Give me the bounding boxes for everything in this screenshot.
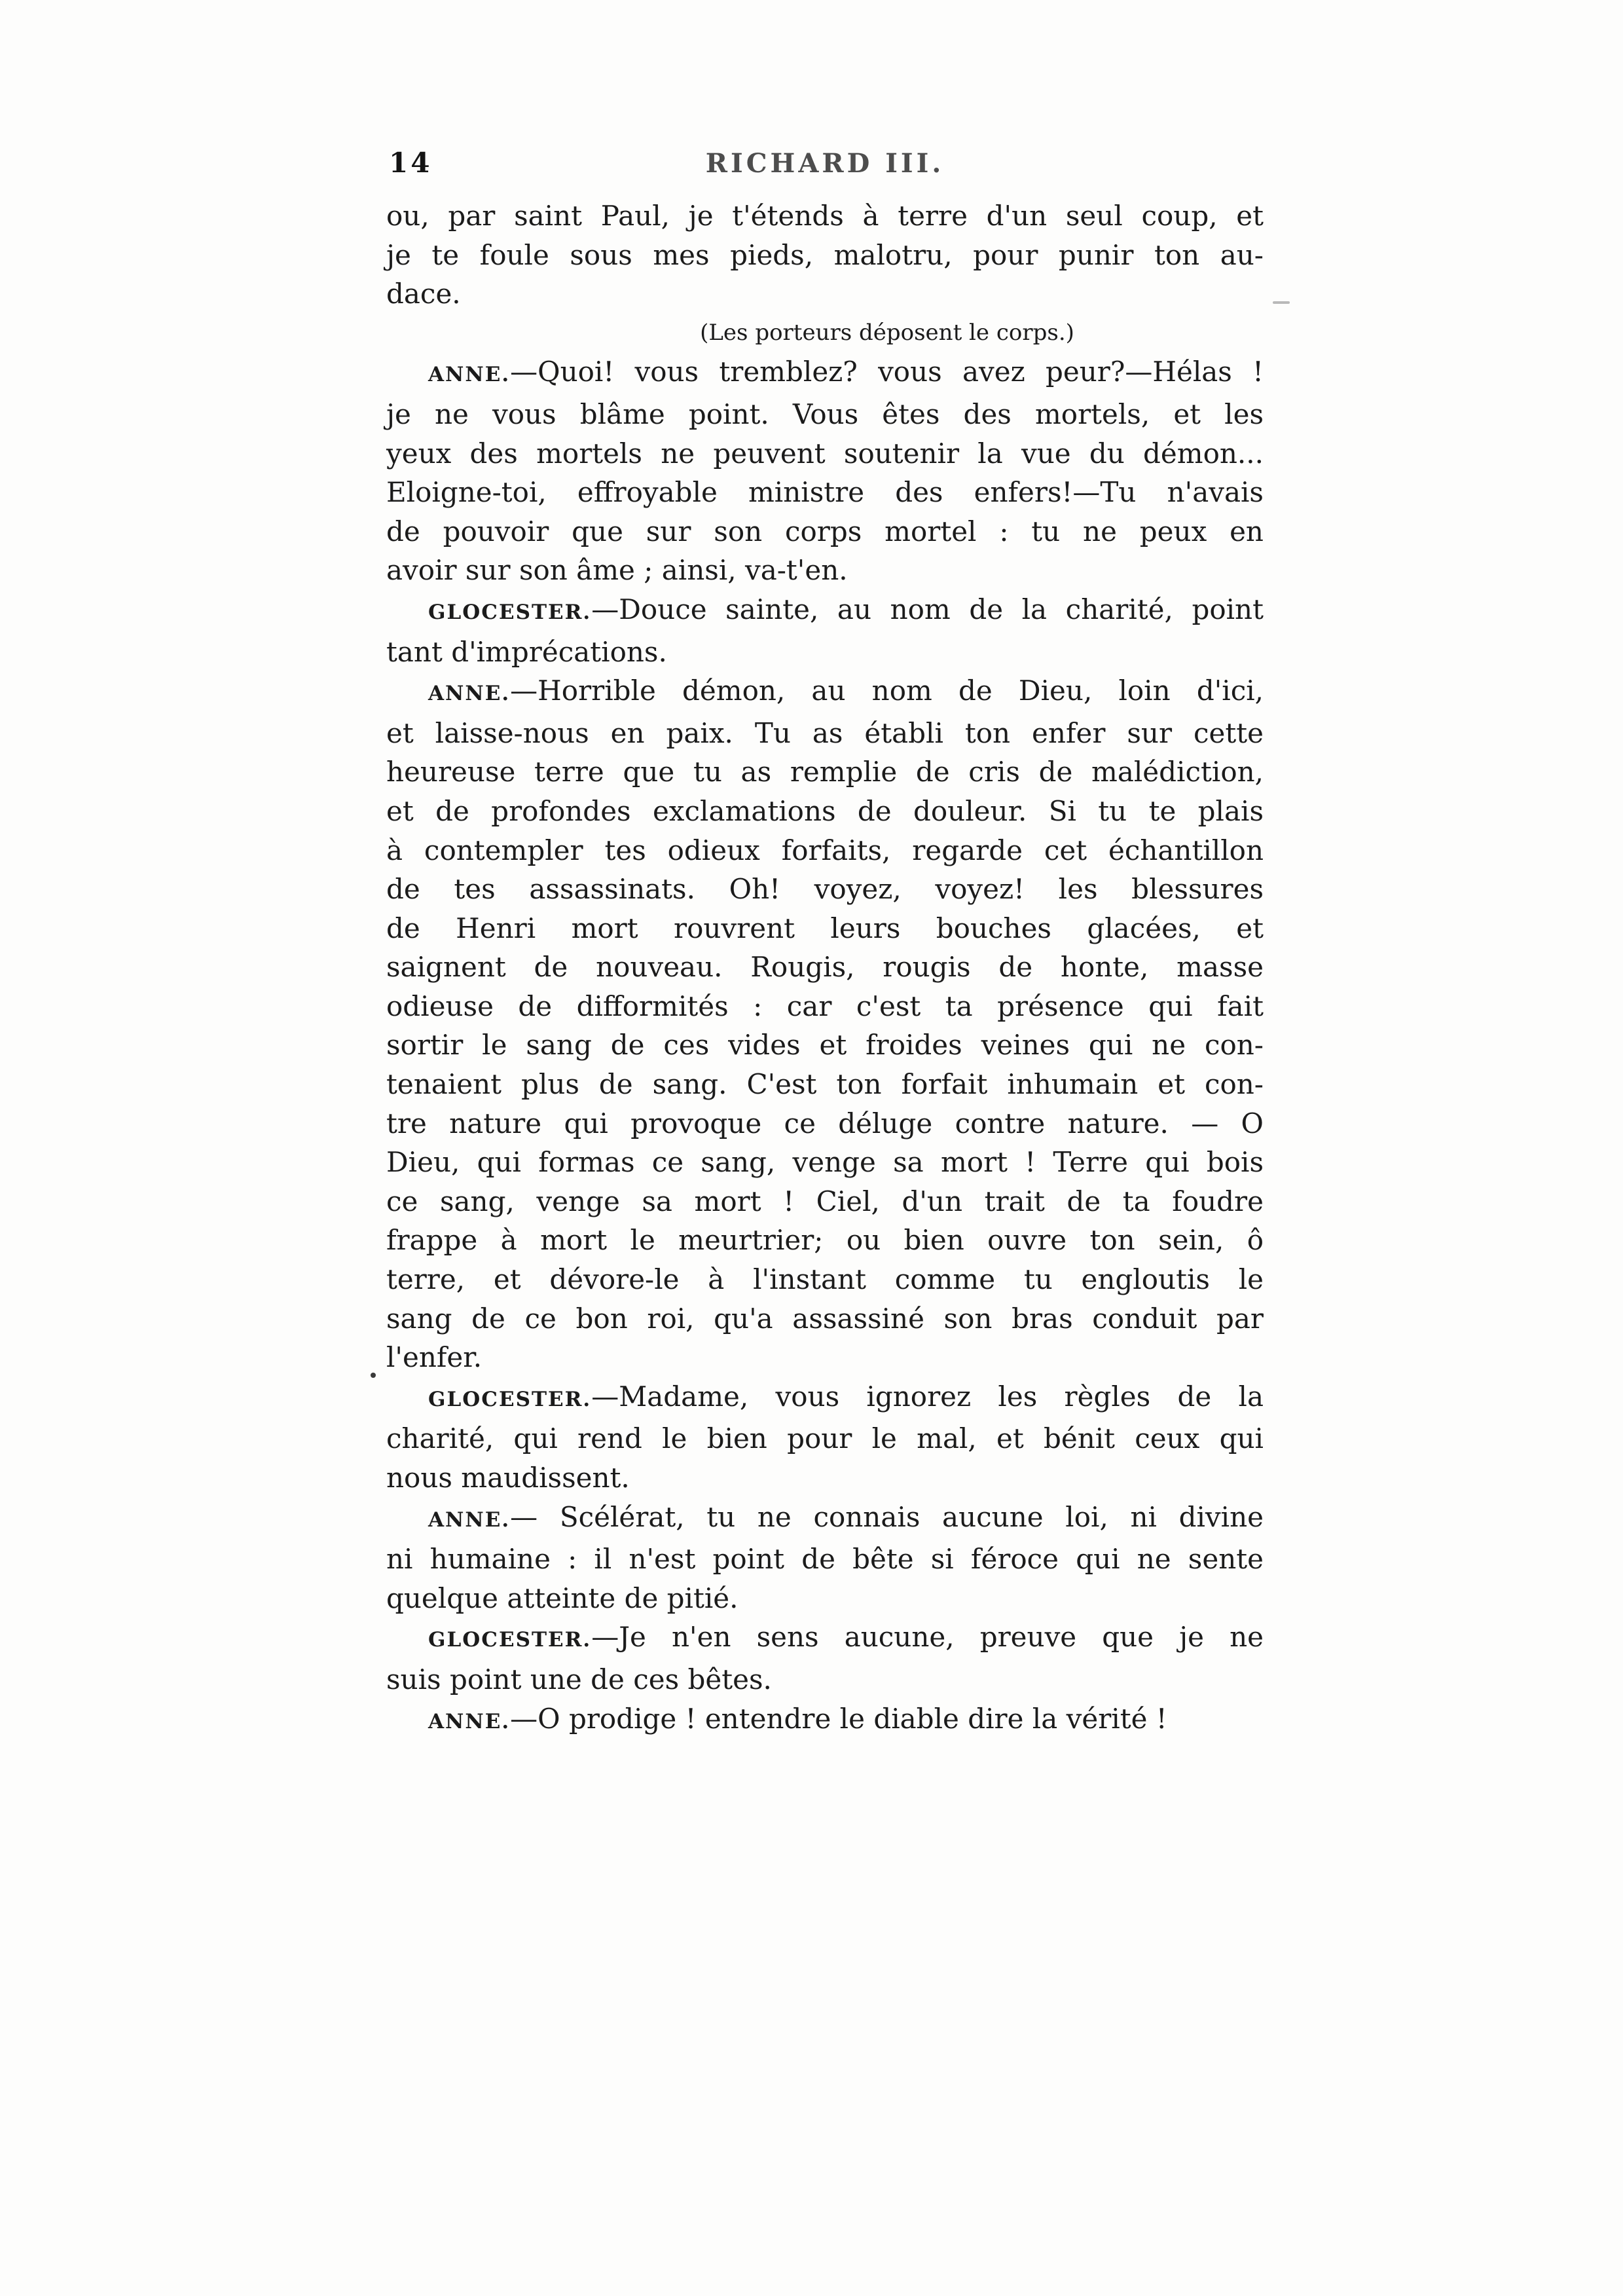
dialogue-line bbox=[386, 1618, 1264, 1660]
dialogue-paragraph bbox=[386, 1618, 1264, 1699]
dialogue-line bbox=[386, 1498, 1264, 1540]
dialogue-line bbox=[386, 1377, 1264, 1420]
dialogue-line: de Henri mort rouvrent leurs bouches glacées, et bbox=[386, 912, 1264, 944]
dialogue-line: et de profondes exclamations de douleur. Si tu te plais bbox=[386, 794, 1264, 827]
dialogue-line: et laisse-nous en paix. Tu as établi ton enfer sur cette bbox=[386, 716, 1264, 749]
dialogue-line: tenaient plus de sang. C'est ton forfait inhumain et con- bbox=[386, 1068, 1264, 1101]
dialogue-text: — Scélérat, tu ne connais aucune loi, ni divine bbox=[510, 1500, 1264, 1533]
speaker-label: GLOCESTER. bbox=[428, 1387, 592, 1411]
opening-paragraph bbox=[386, 196, 1264, 314]
speaker-label: ANNE. bbox=[428, 1709, 511, 1733]
dialogue-line: charité, qui rend le bien pour le mal, et bénit ceux qui bbox=[386, 1422, 1264, 1455]
dialogue-line: ni humaine : il n'est point de bête si féroce qui ne sente bbox=[386, 1543, 1264, 1576]
text-line: je te foule sous mes pieds, malotru, pour punir ton au- bbox=[386, 238, 1264, 271]
dialogue-text: —Je n'en sens aucune, preuve que je ne bbox=[591, 1621, 1264, 1654]
stage-direction: (Les porteurs déposent le corps.) bbox=[700, 319, 1074, 346]
dialogue-line: Dieu, qui formas ce sang, venge sa mort ! Terre qui bois bbox=[386, 1146, 1264, 1179]
dialogue-line: sortir le sang de ces vides et froides veines qui ne con- bbox=[386, 1029, 1264, 1062]
dialogue-paragraph bbox=[386, 671, 1264, 1377]
dialogue-line: tre nature qui provoque ce déluge contre nature. — O bbox=[386, 1107, 1264, 1139]
dialogue-text: —Horrible démon, au nom de Dieu, loin d'ici, bbox=[510, 675, 1264, 707]
dialogue-line: saignent de nouveau. Rougis, rougis de honte, masse bbox=[386, 951, 1264, 984]
dialogue-line bbox=[386, 352, 1264, 395]
dialogue-line: Eloigne-toi, effroyable ministre des enfers!—Tu n'avais bbox=[386, 476, 1264, 509]
dialogue-text: —Madame, vous ignorez les règles de la bbox=[591, 1380, 1264, 1413]
dialogue-line: à contempler tes odieux forfaits, regarde cet échantillon bbox=[386, 834, 1264, 866]
text-line: dace. bbox=[386, 278, 461, 310]
dialogue-line: nous maudissent. bbox=[386, 1462, 630, 1494]
dialogue-paragraph bbox=[386, 1699, 1264, 1742]
dialogue-line: sang de ce bon roi, qu'a assassiné son bras conduit par bbox=[386, 1302, 1264, 1335]
text-line: ou, par saint Paul, je t'étends à terre d'un seul coup, et bbox=[386, 200, 1264, 232]
speaker-label: ANNE. bbox=[428, 363, 511, 387]
dialogue-line: quelque atteinte de pitié. bbox=[386, 1582, 739, 1614]
dialogue-line: yeux des mortels ne peuvent soutenir la vue du démon... bbox=[386, 437, 1264, 470]
speaker-label: ANNE. bbox=[428, 1508, 511, 1532]
dialogue-line: tant d'imprécations. bbox=[386, 635, 667, 668]
dialogue-paragraph bbox=[386, 1498, 1264, 1618]
dialogue-text: —Quoi! vous tremblez? vous avez peur?—Hélas ! bbox=[510, 356, 1264, 388]
dialogue-line: heureuse terre que tu as remplie de cris de malédiction, bbox=[386, 756, 1264, 788]
dialogue-line: avoir sur son âme ; ainsi, va-t'en. bbox=[386, 554, 848, 587]
dialogue-line: frappe à mort le meurtrier; ou bien ouvre ton sein, ô bbox=[386, 1224, 1264, 1257]
dialogue-line: de pouvoir que sur son corps mortel : tu ne peux en bbox=[386, 515, 1264, 547]
dialogue-line bbox=[386, 671, 1264, 714]
dialogue-line: l'enfer. bbox=[386, 1341, 483, 1374]
page-number: 14 bbox=[389, 147, 433, 179]
speaker-label: GLOCESTER. bbox=[428, 600, 592, 624]
dialogue-line: je ne vous blâme point. Vous êtes des mortels, et les bbox=[386, 398, 1264, 430]
dialogue-text: —O prodige ! entendre le diable dire la vérité ! bbox=[510, 1702, 1167, 1735]
dialogue-line bbox=[386, 1699, 1264, 1742]
dialogue-paragraph bbox=[386, 590, 1264, 671]
speaker-label: GLOCESTER. bbox=[428, 1628, 592, 1652]
dialogue-line: ce sang, venge sa mort ! Ciel, d'un trait de ta foudre bbox=[386, 1185, 1264, 1217]
page-header bbox=[386, 147, 1264, 186]
dialogue-line bbox=[386, 590, 1264, 633]
text-column bbox=[386, 196, 1264, 1741]
scan-artifact-dash bbox=[1273, 301, 1290, 304]
dialogue-line: suis point une de ces bêtes. bbox=[386, 1663, 772, 1695]
dialogue-line: terre, et dévore-le à l'instant comme tu engloutis le bbox=[386, 1263, 1264, 1296]
dialogue-paragraph bbox=[386, 1377, 1264, 1498]
speaker-label: ANNE. bbox=[428, 682, 511, 706]
dialogue-line: odieuse de difformités : car c'est ta présence qui fait bbox=[386, 990, 1264, 1022]
dialogue-paragraph bbox=[386, 352, 1264, 590]
running-title: RICHARD III. bbox=[705, 148, 945, 179]
ink-speck bbox=[371, 1373, 376, 1378]
dialogue-text: —Douce sainte, au nom de la charité, point bbox=[591, 593, 1264, 625]
dialogue-line: de tes assassinats. Oh! voyez, voyez! les blessures bbox=[386, 873, 1264, 906]
